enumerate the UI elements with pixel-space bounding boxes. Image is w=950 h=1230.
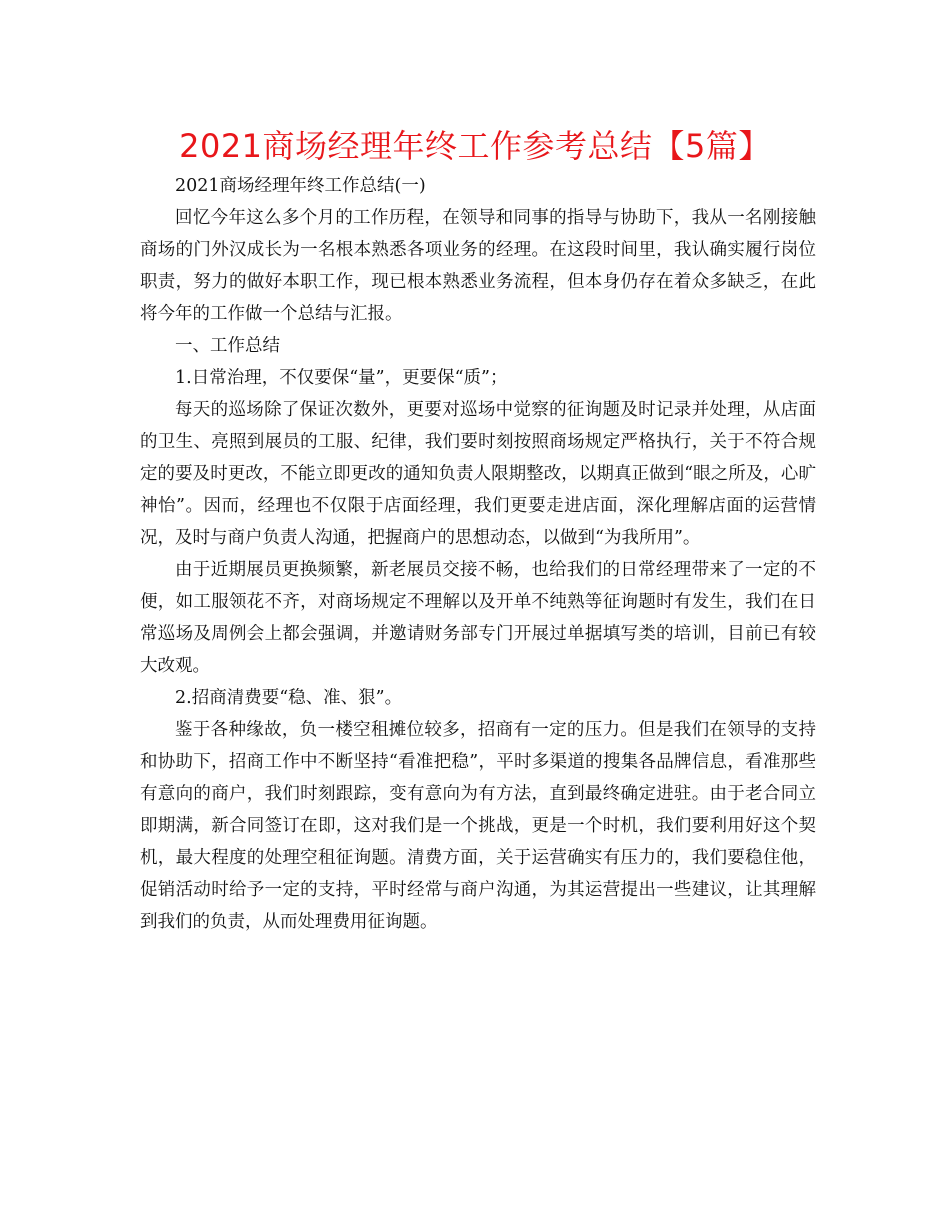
heading-leasing-fees: 2.招商清费要“稳、准、狠”。	[175, 688, 403, 708]
paragraph-leasing: 鉴于各种缘故，负一楼空租摊位较多，招商有一定的压力。但是我们在领导的支持和协助下，招商工作中不断坚持“看准把稳”，平时多渠道的搜集各品牌信息，看准那些有意向的商户，我们时刻跟踪，变有意向为有方法，直到最终确定进驻。由于老合同立即期满，新合同签订在即，这对我们是一个挑战，更是一个时机，我们要利用好这个契机，最大程度的处理空租征询题。清费方面，关于运营确实有压力的，我们要稳住他，促销活动时给予一定的支持，平时经常与商户沟通，为其运营提出一些建议，让其理解到我们的负责，从而处理费用征询题。	[140, 720, 816, 932]
heading-daily-management: 1.日常治理，不仅要保“量”，更要保“质”；	[175, 368, 508, 388]
paragraph-inspection: 每天的巡场除了保证次数外，更要对巡场中觉察的征询题及时记录并处理，从店面的卫生、亮照到展员的工服、纪律，我们要时刻按照商场规定严格执行，关于不符合规定的要及时更改，不能立即更改的通知负责人限期整改，以期真正做到“眼之所及，心旷神怡”。因而，经理也不仅限于店面经理，我们更要走进店面，深化理解店面的运营情况，及时与商户负责人沟通，把握商户的思想动态，以做到“为我所用”。	[140, 400, 816, 548]
document-body	[140, 170, 816, 938]
document-title: 2021商场经理年终工作参考总结【5篇】	[179, 127, 771, 165]
section-subtitle: 2021商场经理年终工作总结(一)	[175, 176, 426, 196]
paragraph-staff-turnover: 由于近期展员更换频繁，新老展员交接不畅，也给我们的日常经理带来了一定的不便，如工服领花不齐，对商场规定不理解以及开单不纯熟等征询题时有发生，我们在日常巡场及周例会上都会强调，并邀请财务部专门开展过单据填写类的培训，目前已有较大改观。	[140, 560, 816, 676]
paragraph-intro: 回忆今年这么多个月的工作历程，在领导和同事的指导与协助下，我从一名刚接触商场的门外汉成长为一名根本熟悉各项业务的经理。在这段时间里，我认确实履行岗位职责，努力的做好本职工作，现已根本熟悉业务流程，但本身仍存在着众多缺乏，在此将今年的工作做一个总结与汇报。	[140, 208, 816, 324]
heading-work-summary: 一、工作总结	[175, 336, 280, 356]
